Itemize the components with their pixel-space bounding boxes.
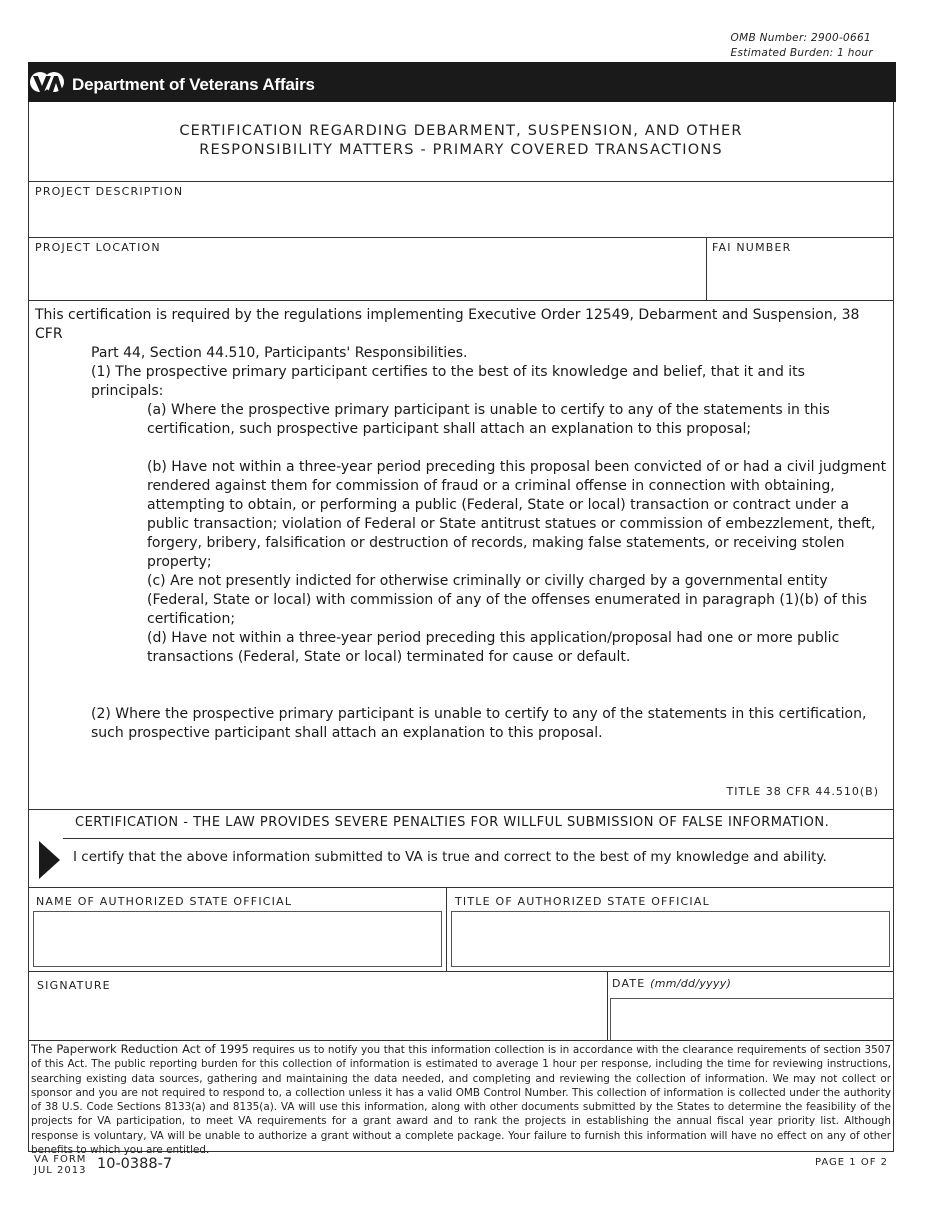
form-number: 10-0388-7 — [97, 1156, 173, 1172]
arrow-right-icon — [36, 840, 62, 884]
divider — [28, 1040, 894, 1041]
title-official-label: TITLE OF AUTHORIZED STATE OFFICIAL — [455, 895, 710, 908]
form-title-line-1: CERTIFICATION REGARDING DEBARMENT, SUSPENSION, AND OTHER — [179, 123, 743, 139]
estimated-burden: Estimated Burden: 1 hour — [730, 47, 873, 59]
item-a: (a) Where the prospective primary participant is unable to certify to any of the statements in this certification, such prospective participant shall attach an explanation to this proposal; — [147, 402, 830, 437]
name-official-label: NAME OF AUTHORIZED STATE OFFICIAL — [36, 895, 293, 908]
form-title-line-2: RESPONSIBILITY MATTERS - PRIMARY COVERED TRANSACTIONS — [199, 142, 723, 158]
paperwork-reduction-notice — [31, 1042, 891, 1157]
paperwork-text: requires us to notify you that this information collection is in accordance with the clearance requirements of section 3507 of this Act. The public reporting burden for this collection of information is estimated to average 1 hour per response, including the time for reviewing instructions, searching existing data sources, gathering and maintaining the data needed, and completing and reviewing the collection of information. We may not collect or sponsor and you are not required to respond to, a collection unless it has a valid OMB Control Number. This collection of information is collected under the authority of 38 U.S. Code Sections 8133(a) and 8135(a). VA will use this information, along with other documents submitted by the States to determine the feasibility of the projects for VA participation, to meet VA requirements for a grant award and to rank the projects in establishing the annual fiscal year priority list. Although response is voluntary, VA will be unable to authorize a grant without a complete package. Your failure to furnish this information will have no effect on any of other benefits to which you are entitled. — [31, 1044, 891, 1157]
divider — [28, 300, 894, 301]
signature-field[interactable] — [32, 996, 602, 1038]
page-indicator: PAGE 1 OF 2 — [814, 1157, 888, 1168]
divider — [28, 237, 894, 238]
form-date: JUL 2013 — [34, 1165, 87, 1176]
form-title — [28, 122, 894, 160]
item-c: (c) Are not presently indicted for otherwise criminally or civilly charged by a governmental entity (Federal, State or local) with commission of any of the offenses enumerated in paragraph (1)(b) of this certification; — [147, 573, 868, 627]
certification-warning: CERTIFICATION - THE LAW PROVIDES SEVERE PENALTIES FOR WILLFUL SUBMISSION OF FALSE INFORMATION. — [75, 815, 830, 830]
agency-name: Department of Veterans Affairs — [72, 75, 315, 94]
paperwork-act-name: The Paperwork Reduction Act of 1995 — [31, 1042, 249, 1056]
form-designation — [34, 1154, 86, 1176]
divider — [706, 237, 707, 300]
divider — [28, 181, 894, 182]
project-location-label: PROJECT LOCATION — [35, 241, 161, 254]
divider — [63, 838, 894, 839]
divider — [28, 971, 894, 972]
title-official-input[interactable] — [451, 911, 890, 967]
divider — [28, 809, 894, 810]
divider — [607, 971, 608, 1040]
citation: TITLE 38 CFR 44.510(B) — [726, 785, 879, 798]
certification-statement: I certify that the above information submitted to VA is true and correct to the best of my knowledge and ability. — [73, 849, 827, 865]
date-input[interactable] — [610, 998, 894, 1040]
signature-label: SIGNATURE — [37, 979, 111, 992]
va-form-label: VA FORM — [34, 1154, 87, 1165]
date-label-text: DATE — [612, 977, 646, 990]
fai-number-input[interactable] — [710, 258, 890, 298]
fai-number-label: FAI NUMBER — [712, 241, 792, 254]
name-official-input[interactable] — [33, 911, 442, 967]
omb-block — [731, 31, 873, 61]
project-location-input[interactable] — [32, 258, 702, 298]
project-description-label: PROJECT DESCRIPTION — [35, 185, 184, 198]
date-label — [612, 977, 731, 990]
paragraph-2: (2) Where the prospective primary participant is unable to certify to any of the statements in this certification, such prospective participant shall attach an explanation to this proposal. — [91, 706, 867, 741]
item-b: (b) Have not within a three-year period preceding this proposal been convicted of or had a civil judgment rendered against them for commission of fraud or a criminal offense in connection with obtaining, attempting to obtain, or performing a public (Federal, State or local) transaction or contract under a public transaction; violation of Federal or State antitrust statues or commission of embezzlement, theft, forgery, bribery, falsification or destruction of records, making false statements, or receiving stolen property; — [147, 459, 887, 570]
divider — [446, 887, 447, 971]
date-format-hint: (mm/dd/yyyy) — [650, 977, 732, 990]
intro-line-2: Part 44, Section 44.510, Participants' Responsibilities. — [91, 345, 468, 361]
certification-intro — [35, 306, 890, 363]
intro-line-1: This certification is required by the regulations implementing Executive Order 12549, Debarment and Suspension, 38 CFR — [35, 307, 860, 342]
divider — [28, 887, 894, 888]
project-description-input[interactable] — [32, 201, 890, 235]
va-logo-icon — [30, 67, 64, 101]
paragraph-1: (1) The prospective primary participant certifies to the best of its knowledge and belief, that it and its principals: — [91, 364, 805, 399]
omb-number: OMB Number: 2900-0661 — [730, 32, 871, 44]
item-d: (d) Have not within a three-year period preceding this application/proposal had one or more public transactions (Federal, State or local) terminated for cause or default. — [147, 630, 840, 665]
